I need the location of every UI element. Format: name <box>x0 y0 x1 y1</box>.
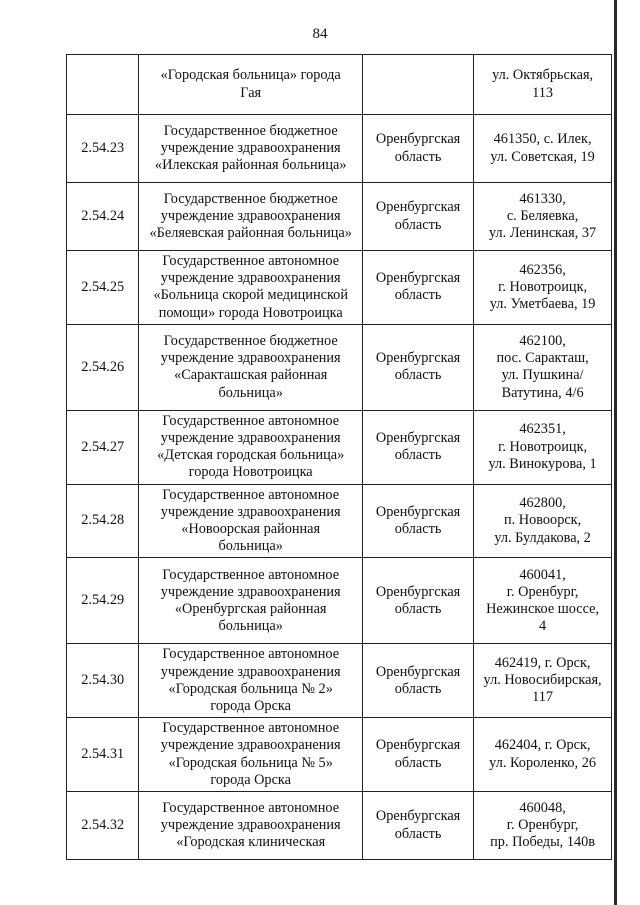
table-row <box>67 718 612 792</box>
address-cell: 461330, с. Беляевка, ул. Ленинская, 37 <box>474 183 612 251</box>
address-cell: 461350, с. Илек, ул. Советская, 19 <box>474 115 612 183</box>
institutions-table <box>66 54 612 860</box>
row-number-cell: 2.54.25 <box>67 251 139 325</box>
address-cell: 462100, пос. Саракташ, ул. Пушкина/ Ватутина, 4/6 <box>474 324 612 410</box>
address-cell: 462351, г. Новотроицк, ул. Винокурова, 1 <box>474 410 612 484</box>
institution-name-cell: Государственное автономное учреждение здравоохранения «Новоорская районная больница» <box>139 484 363 558</box>
table-row <box>67 410 612 484</box>
institution-name-cell: Государственное автономное учреждение здравоохранения «Оренбургская районная больница» <box>139 558 363 644</box>
region-cell: Оренбургская область <box>362 251 473 325</box>
address-cell: 462356, г. Новотроицк, ул. Уметбаева, 19 <box>474 251 612 325</box>
region-cell: Оренбургская область <box>362 410 473 484</box>
region-cell: Оренбургская область <box>362 484 473 558</box>
institution-name-cell: Государственное автономное учреждение здравоохранения «Городская больница № 2» города Орска <box>139 644 363 718</box>
row-number-cell: 2.54.28 <box>67 484 139 558</box>
institution-name-cell: Государственное бюджетное учреждение здравоохранения «Илекская районная больница» <box>139 115 363 183</box>
region-cell <box>362 55 473 115</box>
page-number: 84 <box>312 26 328 42</box>
table-row <box>67 792 612 860</box>
row-number-cell: 2.54.23 <box>67 115 139 183</box>
region-cell: Оренбургская область <box>362 718 473 792</box>
table-row <box>67 484 612 558</box>
scan-edge-line <box>614 0 617 905</box>
row-number-cell: 2.54.29 <box>67 558 139 644</box>
institution-name-cell: Государственное бюджетное учреждение здравоохранения «Беляевская районная больница» <box>139 183 363 251</box>
table-row <box>67 644 612 718</box>
institution-name-cell: Государственное бюджетное учреждение здравоохранения «Саракташская районная больница» <box>139 324 363 410</box>
row-number-cell: 2.54.27 <box>67 410 139 484</box>
institution-name-cell: «Городская больница» города Гая <box>139 55 363 115</box>
table-row <box>67 115 612 183</box>
address-cell: ул. Октябрьская, 113 <box>474 55 612 115</box>
region-cell: Оренбургская область <box>362 324 473 410</box>
region-cell: Оренбургская область <box>362 183 473 251</box>
table-row <box>67 558 612 644</box>
table-body <box>67 55 612 860</box>
address-cell: 462404, г. Орск, ул. Короленко, 26 <box>474 718 612 792</box>
table-row <box>67 251 612 325</box>
institution-name-cell: Государственное автономное учреждение здравоохранения «Больница скорой медицинской помощи» города Новотроицка <box>139 251 363 325</box>
row-number-cell: 2.54.31 <box>67 718 139 792</box>
institution-name-cell: Государственное автономное учреждение здравоохранения «Детская городская больница» города Новотроицка <box>139 410 363 484</box>
region-cell: Оренбургская область <box>362 115 473 183</box>
institution-name-cell: Государственное автономное учреждение здравоохранения «Городская больница № 5» города Орска <box>139 718 363 792</box>
region-cell: Оренбургская область <box>362 558 473 644</box>
address-cell: 460041, г. Оренбург, Нежинское шоссе, 4 <box>474 558 612 644</box>
address-cell: 462419, г. Орск, ул. Новосибирская, 117 <box>474 644 612 718</box>
address-cell: 462800, п. Новоорск, ул. Булдакова, 2 <box>474 484 612 558</box>
row-number-cell: 2.54.32 <box>67 792 139 860</box>
table-row <box>67 183 612 251</box>
row-number-cell: 2.54.24 <box>67 183 139 251</box>
row-number-cell: 2.54.30 <box>67 644 139 718</box>
region-cell: Оренбургская область <box>362 792 473 860</box>
row-number-cell: 2.54.26 <box>67 324 139 410</box>
table-row <box>67 55 612 115</box>
institution-name-cell: Государственное автономное учреждение здравоохранения «Городская клиническая <box>139 792 363 860</box>
table-row <box>67 324 612 410</box>
address-cell: 460048, г. Оренбург, пр. Победы, 140в <box>474 792 612 860</box>
row-number-cell <box>67 55 139 115</box>
region-cell: Оренбургская область <box>362 644 473 718</box>
